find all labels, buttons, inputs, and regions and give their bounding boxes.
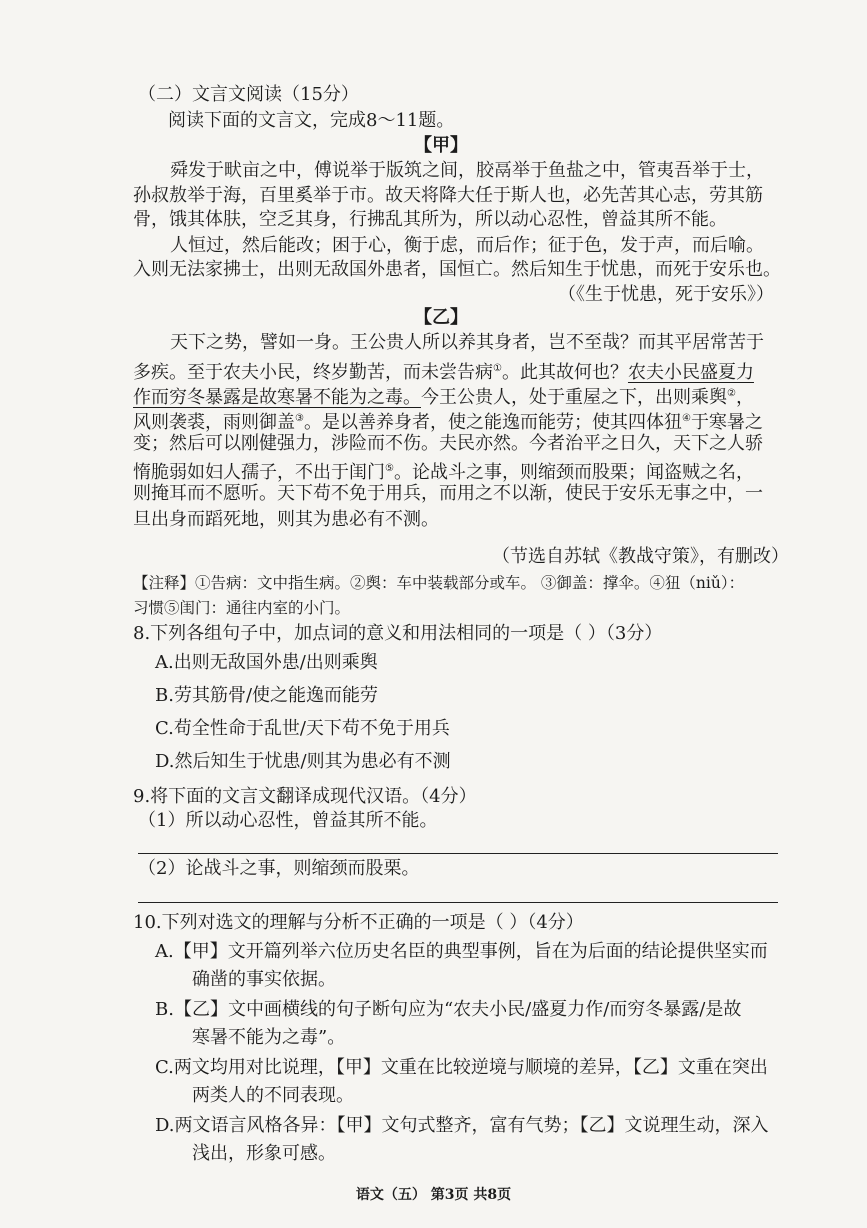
yi-line-3: 作而穷冬暴露是故寒暑不能为之毒。今王公贵人，处于重屋之下，出则乘舆②，: [133, 387, 754, 408]
jia-line-5: 入则无法家拂士，出则无敌国外患者，国恒亡。然后知生于忧患，而死于安乐也。: [133, 259, 781, 280]
yi-line-2: 多疾。至于农夫小民，终岁勤苦，而未尝告病①。此其故何也？农夫小民盛夏力: [133, 362, 754, 383]
q10-option-a-1: A.【甲】文开篇列举六位历史名臣的典型事例，旨在为后面的结论提供坚实而: [155, 941, 768, 962]
q10-option-d-1: D.两文语言风格各异：【甲】文句式整齐，富有气势；【乙】文说理生动，深入: [155, 1115, 769, 1136]
yi-source: （节选自苏轼《教战守策》，有删改）: [492, 546, 789, 567]
notes-line-2: 习惯⑤闺门：通往内室的小门。: [133, 599, 351, 617]
q8-option-b: B.劳其筋骨/使之能逸而能劳: [155, 685, 379, 706]
underlined-sentence: 农夫小民盛夏力: [627, 362, 754, 383]
section-instruction: 阅读下面的文言文，完成8～11题。: [168, 110, 455, 131]
q8-option-c: C.苟全性命于乱世/天下苟不免于用兵: [155, 718, 450, 739]
jia-label: 【甲】: [414, 135, 468, 156]
jia-source: （《生于忧患，死于安乐》）: [558, 284, 774, 305]
yi-label: 【乙】: [414, 307, 468, 328]
q9-sentence-2: （2）论战斗之事，则缩颈而股栗。: [138, 858, 420, 879]
q10-option-c-2: 两类人的不同表现。: [192, 1085, 354, 1106]
q10-stem: 10.下列对选文的理解与分析不正确的一项是（ ）（4分）: [133, 912, 584, 933]
jia-line-4: 人恒过，然后能改；困于心，衡于虑，而后作；征于色，发于声，而后喻。: [170, 235, 764, 256]
section-title: （二）文言文阅读（15分）: [138, 84, 359, 105]
yi-line-1: 天下之势，譬如一身。王公贵人所以养其身者，岂不至哉？而其平居常苦于: [170, 332, 764, 353]
q10-option-a-2: 确凿的事实依据。: [192, 969, 336, 990]
yi-line-6: 惰脆弱如妇人孺子，不出于闺门⑤。论战斗之事，则缩颈而股栗；闻盗贼之名，: [133, 462, 754, 483]
jia-line-3: 骨，饿其体肤，空乏其身，行拂乱其所为，所以动心忍性，曾益其所不能。: [133, 209, 727, 230]
q10-option-b-1: B.【乙】文中画横线的句子断句应为“农夫小民/盛夏力作/而穷冬暴露/是故: [155, 999, 742, 1020]
yi-line-5: 变；然后可以刚健强力，涉险而不伤。夫民亦然。今者治平之日久，天下之人骄: [133, 433, 763, 454]
yi-line-4: 风则袭裘，雨则御盖③。是以善养身者，使之能逸而能劳；使其四体狃④于寒暑之: [133, 412, 763, 433]
underlined-sentence-cont: 作而穷冬暴露是故寒暑不能为之毒。: [133, 387, 421, 408]
answer-line-1: [138, 853, 778, 854]
q10-option-c-1: C.两文均用对比说理，【甲】文重在比较逆境与顺境的差异，【乙】文重在突出: [155, 1057, 768, 1078]
answer-line-2: [138, 902, 778, 903]
q9-sentence-1: （1）所以动心忍性，曾益其所不能。: [138, 810, 438, 831]
q8-stem: 8.下列各组句子中，加点词的意义和用法相同的一项是（ ）（3分）: [133, 623, 663, 644]
page-footer: 语文（五） 第3页 共8页: [355, 1187, 512, 1203]
jia-line-2: 孙叔敖举于海，百里奚举于市。故天将降大任于斯人也，必先苦其心志，劳其筋: [133, 185, 763, 206]
q10-option-d-2: 浅出，形象可感。: [192, 1143, 336, 1164]
q9-stem: 9.将下面的文言文翻译成现代汉语。（4分）: [133, 786, 477, 807]
q8-option-d: D.然后知生于忧患/则其为患必有不测: [155, 751, 451, 772]
yi-line-8: 旦出身而蹈死地，则其为患必有不测。: [133, 509, 439, 530]
yi-line-7: 则掩耳而不愿听。天下苟不免于用兵，而用之不以渐，使民于安乐无事之中，一: [133, 483, 763, 504]
notes-line-1: 【注释】①告病：文中指生病。②舆：车中装载部分或车。 ③御盖：撑伞。④狃（niǔ）：: [133, 574, 745, 592]
jia-line-1: 舜发于畎亩之中，傅说举于版筑之间，胶鬲举于鱼盐之中，管夷吾举于士，: [170, 160, 764, 181]
q8-option-a: A.出则无敌国外患/出则乘舆: [155, 652, 378, 673]
q10-option-b-2: 寒暑不能为之毒”。: [192, 1027, 346, 1048]
